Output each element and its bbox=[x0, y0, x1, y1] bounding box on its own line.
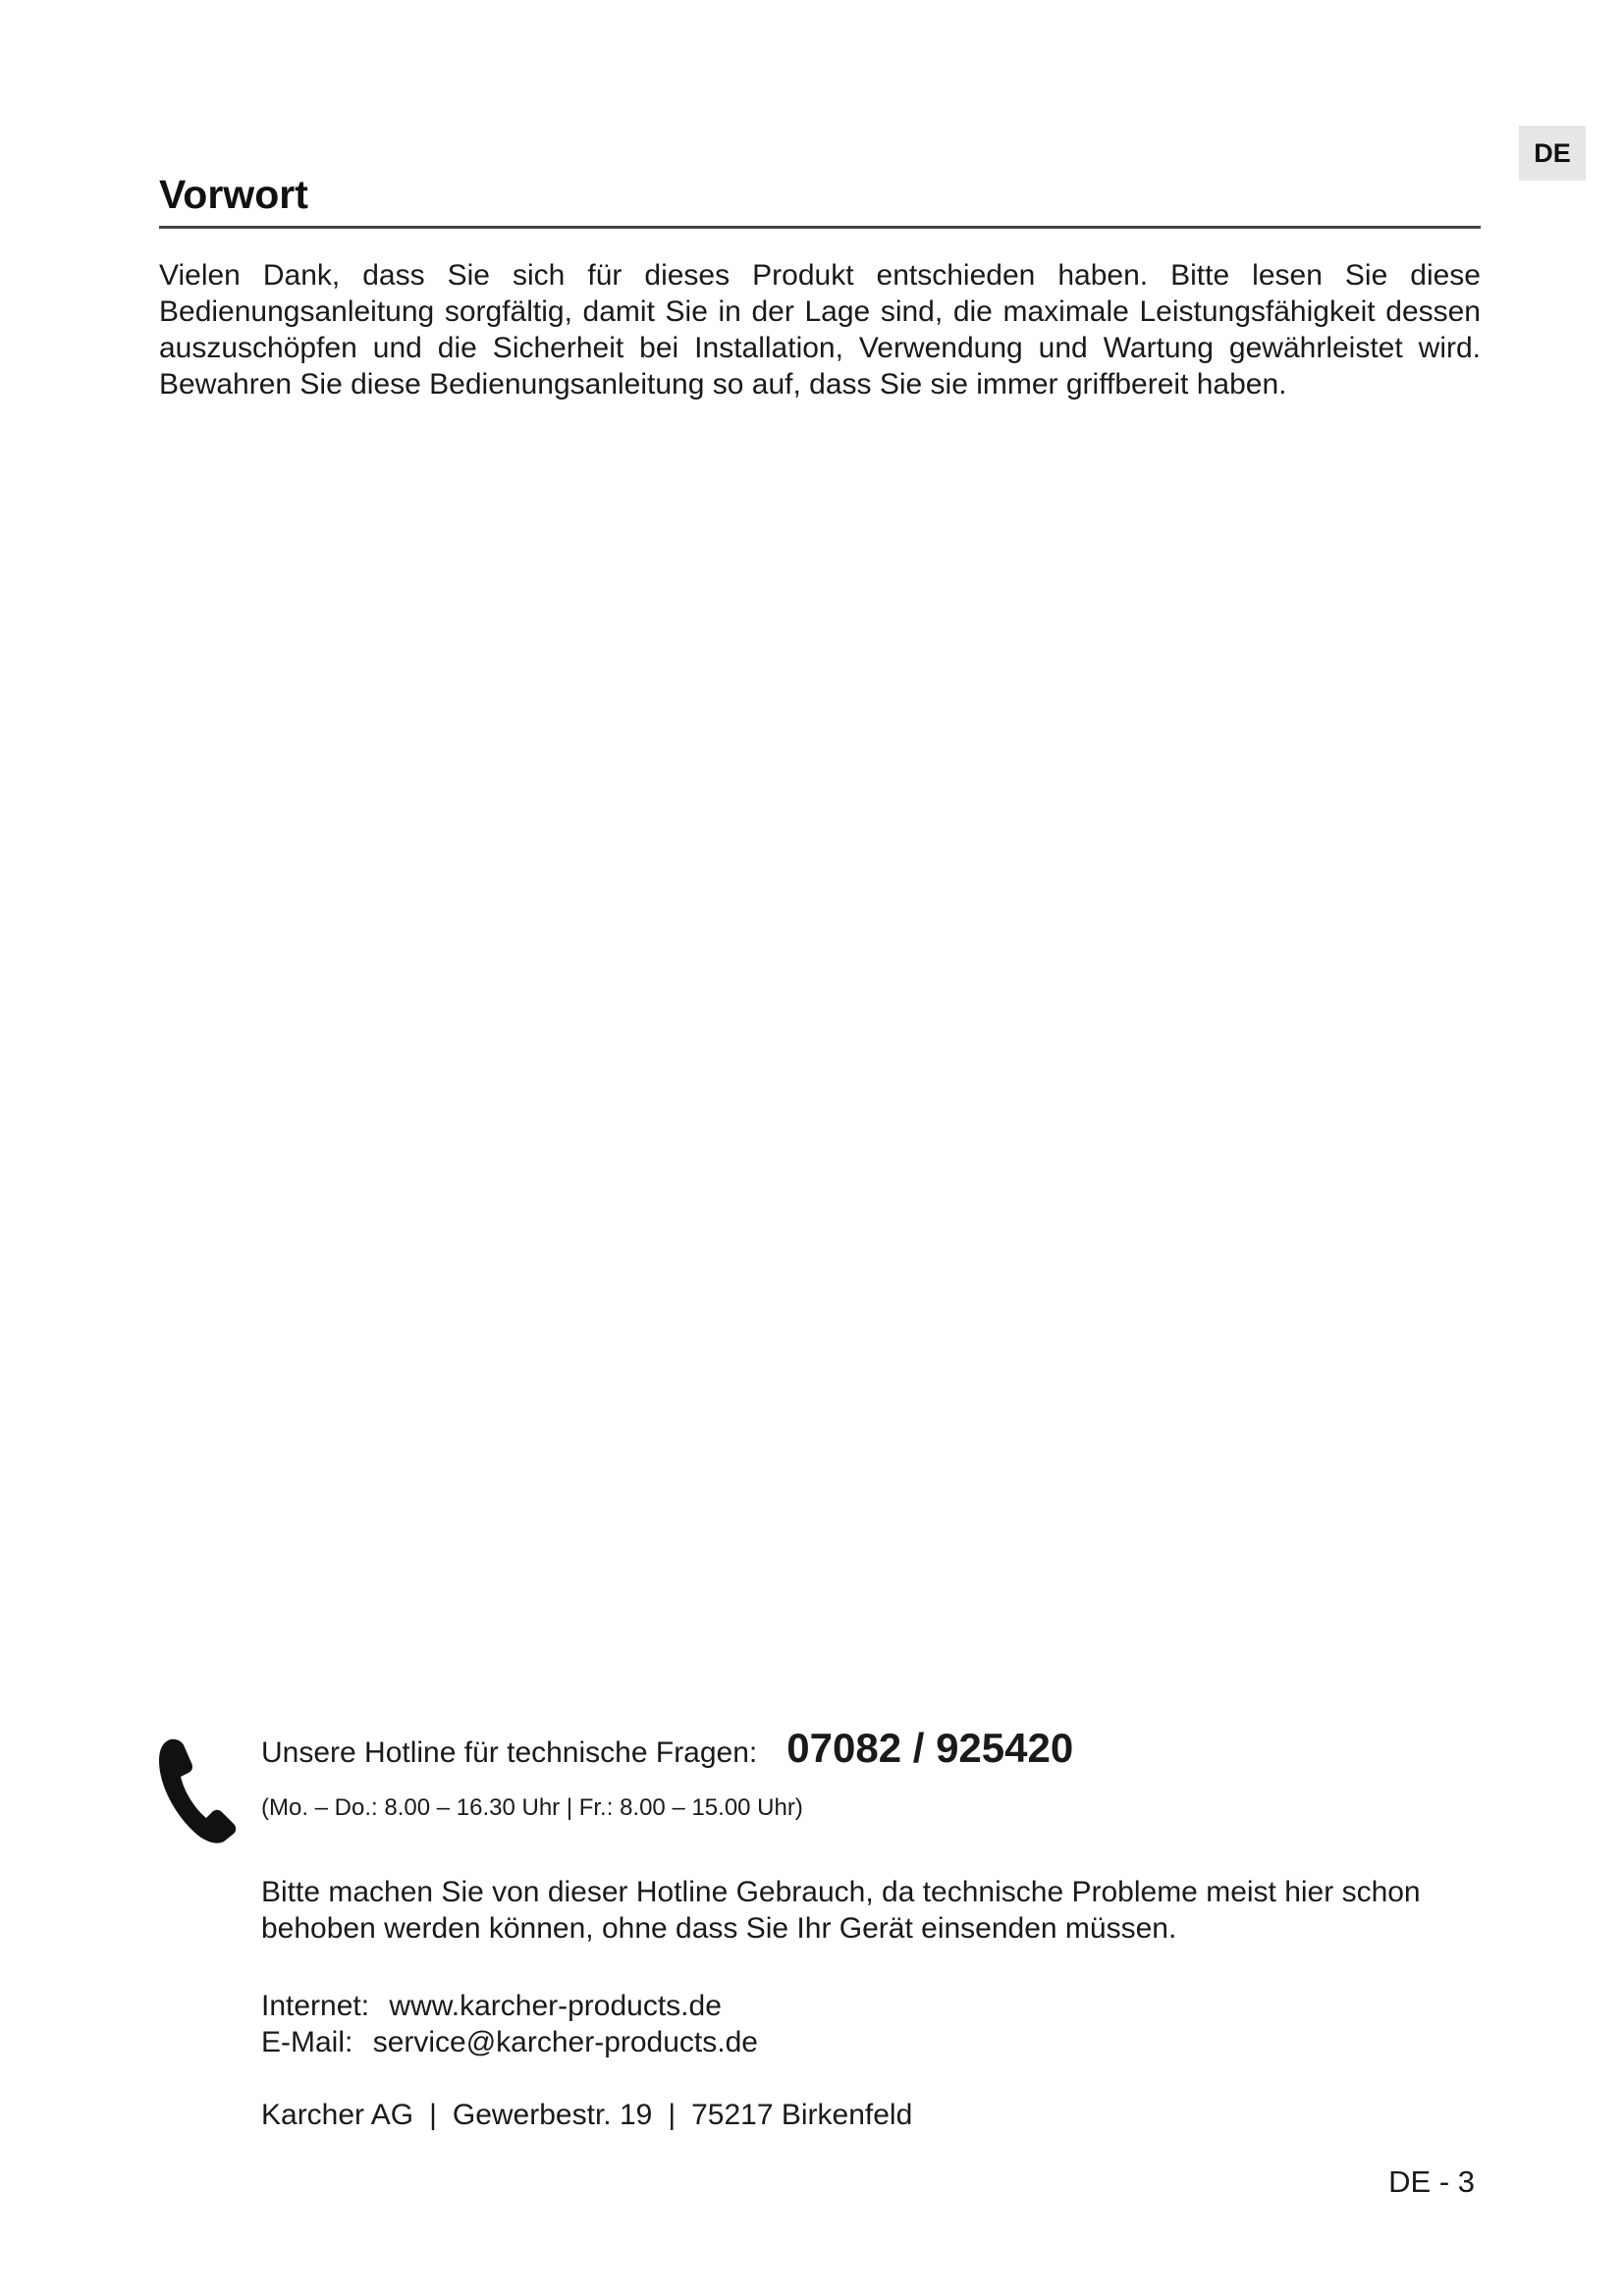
hotline-row bbox=[261, 1725, 1073, 1784]
email-line bbox=[261, 2026, 758, 2059]
email-link[interactable]: service@karcher-products.de bbox=[372, 2026, 758, 2058]
company-address bbox=[261, 2099, 912, 2132]
hotline-label: Unsere Hotline für technische Fragen: bbox=[261, 1736, 758, 1769]
hotline-hours: (Mo. – Do.: 8.00 – 16.30 Uhr | Fr.: 8.00 – 15.00 Uhr) bbox=[261, 1794, 803, 1821]
intro-paragraph: Vielen Dank, dass Sie sich für dieses Produkt entschieden haben. Bitte lesen Sie diese Bedienungsanleitung sorgfältig, damit Sie in der Lage sind, die maximale Leistungsfähigkeit dessen auszuschöpfen und die Sicherheit bei Installation, Verwendung und Wartung gewährleistet wird. Bewahren Sie diese Bedienungsanleitung so auf, dass Sie sie immer griffbereit haben. bbox=[159, 259, 1481, 400]
company-name: Karcher AG bbox=[261, 2099, 414, 2131]
internet-line bbox=[261, 1990, 722, 2023]
internet-link[interactable]: www.karcher-products.de bbox=[389, 1990, 722, 2022]
page-number: DE - 3 bbox=[1388, 2164, 1475, 2199]
hotline-number: 07082 / 925420 bbox=[786, 1725, 1074, 1771]
heading-divider bbox=[159, 226, 1481, 229]
page-title: Vorwort bbox=[159, 172, 308, 217]
company-street: Gewerbestr. 19 bbox=[452, 2099, 653, 2131]
phone-icon bbox=[157, 1735, 238, 1845]
internet-label: Internet: bbox=[261, 1990, 370, 2022]
address-separator: | bbox=[429, 2099, 437, 2131]
email-label: E-Mail: bbox=[261, 2026, 353, 2058]
address-separator: | bbox=[668, 2099, 677, 2131]
support-paragraph: Bitte machen Sie von dieser Hotline Gebrauch, da technische Probleme meist hier schon behoben werden können, ohne dass Sie Ihr Gerät einsenden müssen. bbox=[261, 1876, 1421, 1945]
company-city: 75217 Birkenfeld bbox=[691, 2099, 913, 2131]
language-tab: DE bbox=[1519, 126, 1586, 181]
